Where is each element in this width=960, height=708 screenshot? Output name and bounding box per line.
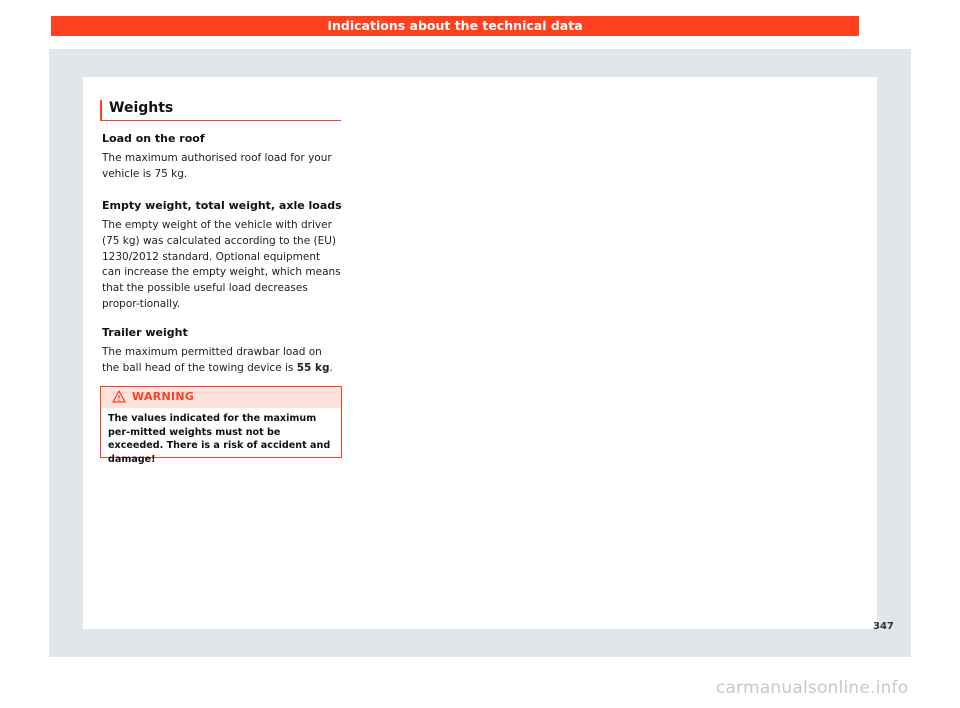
- warning-header: [101, 387, 341, 408]
- roof-load-heading: Load on the roof: [102, 132, 205, 145]
- page-number: 347: [873, 621, 894, 632]
- trailer-text-after: .: [329, 361, 333, 374]
- section-heading: [100, 100, 341, 121]
- watermark[interactable]: carmanualsonline.info: [716, 678, 909, 698]
- trailer-weight-heading: Trailer weight: [102, 326, 188, 339]
- warning-box: [100, 386, 342, 465]
- trailer-text-before: The maximum permitted drawbar load on the ball head of the towing device is: [102, 346, 322, 374]
- empty-weight-heading: Empty weight, total weight, axle loads: [102, 199, 342, 212]
- warning-title: WARNING: [132, 390, 195, 403]
- chapter-header: Indications about the technical data: [51, 16, 859, 36]
- warning-text: The values indicated for the maximum per-mitted weights must not be exceeded. There is a risk of accident and damage!: [108, 413, 331, 465]
- drawbar-load-value: 55 kg: [296, 361, 330, 374]
- roof-load-text: The maximum authorised roof load for your vehicle is 75 kg.: [102, 152, 332, 180]
- empty-weight-text: The empty weight of the vehicle with driver (75 kg) was calculated according to the (EU) 1230/2012 standard. Optional equipment can increase the empty weight, which means that the possible useful load decreases propor-tionally.: [102, 219, 341, 310]
- section-title: Weights: [109, 100, 174, 116]
- trailer-weight-text: [102, 345, 342, 377]
- warning-triangle-icon: [112, 390, 126, 403]
